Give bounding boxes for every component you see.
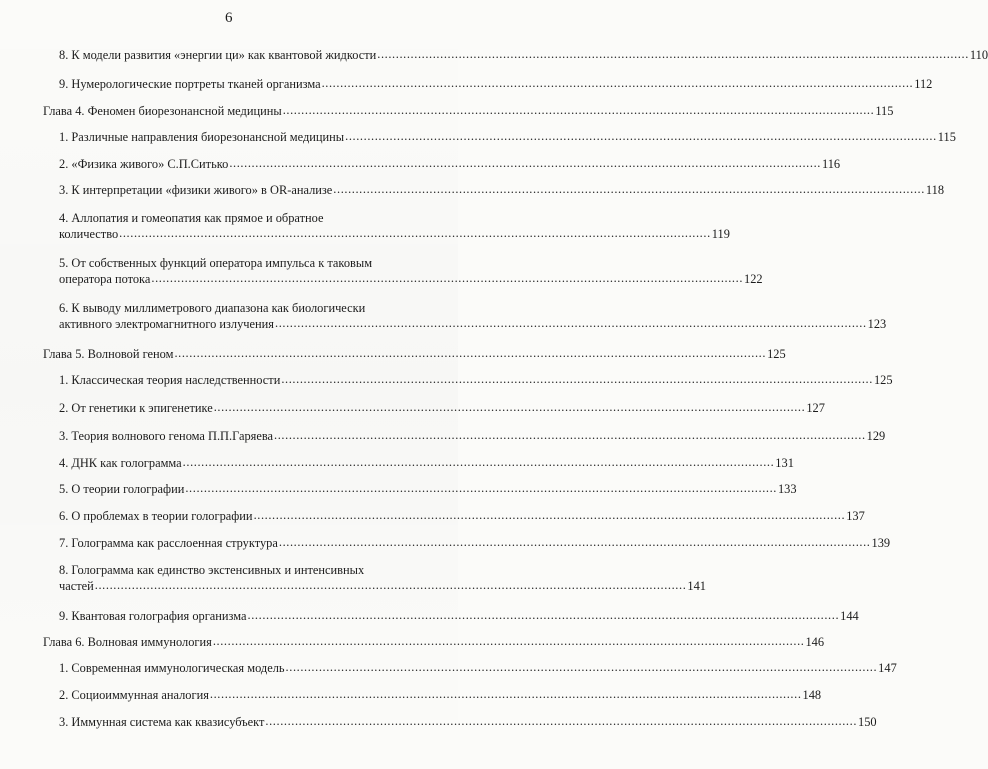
entry-title-line: 2. От генетики к эпигенетике [59, 401, 213, 415]
entry-page-number: 127 [806, 401, 825, 415]
dot-leader [274, 427, 866, 443]
entry-title-line: частей [59, 579, 94, 593]
entry-page-number: 131 [775, 456, 794, 470]
dot-leader [254, 507, 846, 523]
entry-page-number: 148 [802, 688, 822, 702]
entry-title-line: 3. Теория волнового генома П.П.Гаряева [59, 429, 274, 443]
dot-leader [229, 155, 821, 171]
dot-leader [210, 686, 802, 702]
dot-leader [151, 270, 743, 286]
dot-leader [275, 315, 867, 331]
dot-leader [185, 480, 777, 496]
entry-page-number: 146 [805, 635, 825, 649]
dot-leader [279, 534, 871, 550]
toc-section-entry [0, 76, 933, 92]
toc-section-entry [0, 156, 841, 172]
toc-section-entry [0, 182, 945, 198]
entry-title-line: активного электромагнитного излучения [59, 317, 275, 331]
toc-section-entry [0, 455, 794, 471]
dot-leader [281, 371, 873, 387]
entry-title-line: 3. К интерпретации «физики живого» в OR-анализе [59, 183, 333, 197]
entry-page-number: 112 [914, 77, 933, 91]
entry-title-line: количество [59, 227, 119, 241]
entry-title-line: Глава 4. Феномен биорезонансной медицины [43, 104, 282, 118]
entry-page-number: 139 [871, 536, 891, 550]
entry-page-number: 144 [840, 609, 859, 623]
toc-section-entry [0, 129, 956, 145]
dot-leader [286, 659, 878, 675]
entry-title-line: 1. Различные направления биорезонансной медицины [59, 130, 345, 144]
toc-section-entry [0, 210, 730, 242]
dot-leader [322, 75, 914, 91]
toc-section-entry [0, 535, 891, 551]
entry-page-number: 129 [866, 429, 886, 443]
entry-title-line: 6. К выводу миллиметрового диапазона как биологически [59, 301, 366, 315]
dot-leader [377, 46, 969, 62]
dot-leader [119, 225, 711, 241]
dot-leader [214, 399, 806, 415]
entry-page-number: 147 [878, 661, 897, 675]
dot-leader [174, 345, 766, 361]
toc-section-entry [0, 400, 825, 416]
entry-page-number: 115 [875, 104, 894, 118]
toc-section-entry [0, 47, 988, 63]
dot-leader [265, 713, 857, 729]
entry-title-line: Глава 6. Волновая иммунология [43, 635, 212, 649]
toc-chapter-entry [0, 103, 894, 119]
entry-title-line: 8. К модели развития «энергии ци» как квантовой жидкости [59, 48, 377, 62]
entry-page-number: 141 [687, 579, 706, 593]
entry-title-line: оператора потока [59, 272, 151, 286]
entry-page-number: 150 [858, 715, 877, 729]
entry-page-number: 116 [821, 157, 841, 171]
entry-title-line: 9. Квантовая голография организма [59, 609, 247, 623]
entry-title-line: 2. «Физика живого» С.П.Ситько [59, 157, 229, 171]
toc-section-entry [0, 660, 897, 676]
dot-leader [345, 128, 937, 144]
toc-section-entry [0, 372, 893, 388]
entry-page-number: 133 [777, 482, 797, 496]
dot-leader [333, 181, 925, 197]
dot-leader [248, 607, 840, 623]
entry-page-number: 119 [711, 227, 730, 241]
entry-title-line: 4. ДНК как голограмма [59, 456, 182, 470]
entry-title-line: 5. О теории голографии [59, 482, 185, 496]
entry-page-number: 115 [937, 130, 956, 144]
entry-title-line: 4. Аллопатия и гомеопатия как прямое и обратное [59, 211, 324, 225]
entry-page-number: 122 [744, 272, 763, 286]
dot-leader [183, 454, 775, 470]
entry-title-line: 7. Голограмма как расслоенная структура [59, 536, 278, 550]
toc-chapter-entry [0, 634, 825, 650]
entry-page-number: 118 [925, 183, 945, 197]
dot-leader [213, 633, 805, 649]
entry-page-number: 125 [873, 373, 893, 387]
entry-title-line: 5. От собственных функций оператора импульса к таковым [59, 256, 373, 270]
toc-section-entry [0, 508, 865, 524]
entry-title-line: 9. Нумерологические портреты тканей организма [59, 77, 321, 91]
dot-leader [95, 577, 687, 593]
toc-section-entry [0, 481, 797, 497]
entry-page-number: 125 [767, 347, 786, 361]
entry-title-line: 8. Голограмма как единство экстенсивных и интенсивных [59, 563, 365, 577]
entry-title-line: Глава 5. Волновой геном [43, 347, 174, 361]
entry-page-number: 110 [969, 48, 988, 62]
toc-chapter-entry [0, 346, 786, 362]
toc-section-entry [0, 300, 887, 332]
entry-title-line: 6. О проблемах в теории голографии [59, 509, 253, 523]
toc-section-entry [0, 608, 859, 624]
entry-title-line: 1. Современная иммунологическая модель [59, 661, 285, 675]
entry-title-line: 3. Иммунная система как квазисубъект [59, 715, 265, 729]
toc-section-entry [0, 255, 763, 287]
toc-section-entry [0, 714, 877, 730]
entry-title-line: 1. Классическая теория наследственности [59, 373, 281, 387]
entry-page-number: 137 [846, 509, 865, 523]
dot-leader [283, 102, 875, 118]
toc-section-entry [0, 687, 822, 703]
entry-title-line: 2. Социоиммунная аналогия [59, 688, 209, 702]
entry-page-number: 123 [867, 317, 887, 331]
toc-section-entry [0, 562, 706, 594]
toc-section-entry [0, 428, 886, 444]
page-number: 6 [225, 10, 233, 26]
